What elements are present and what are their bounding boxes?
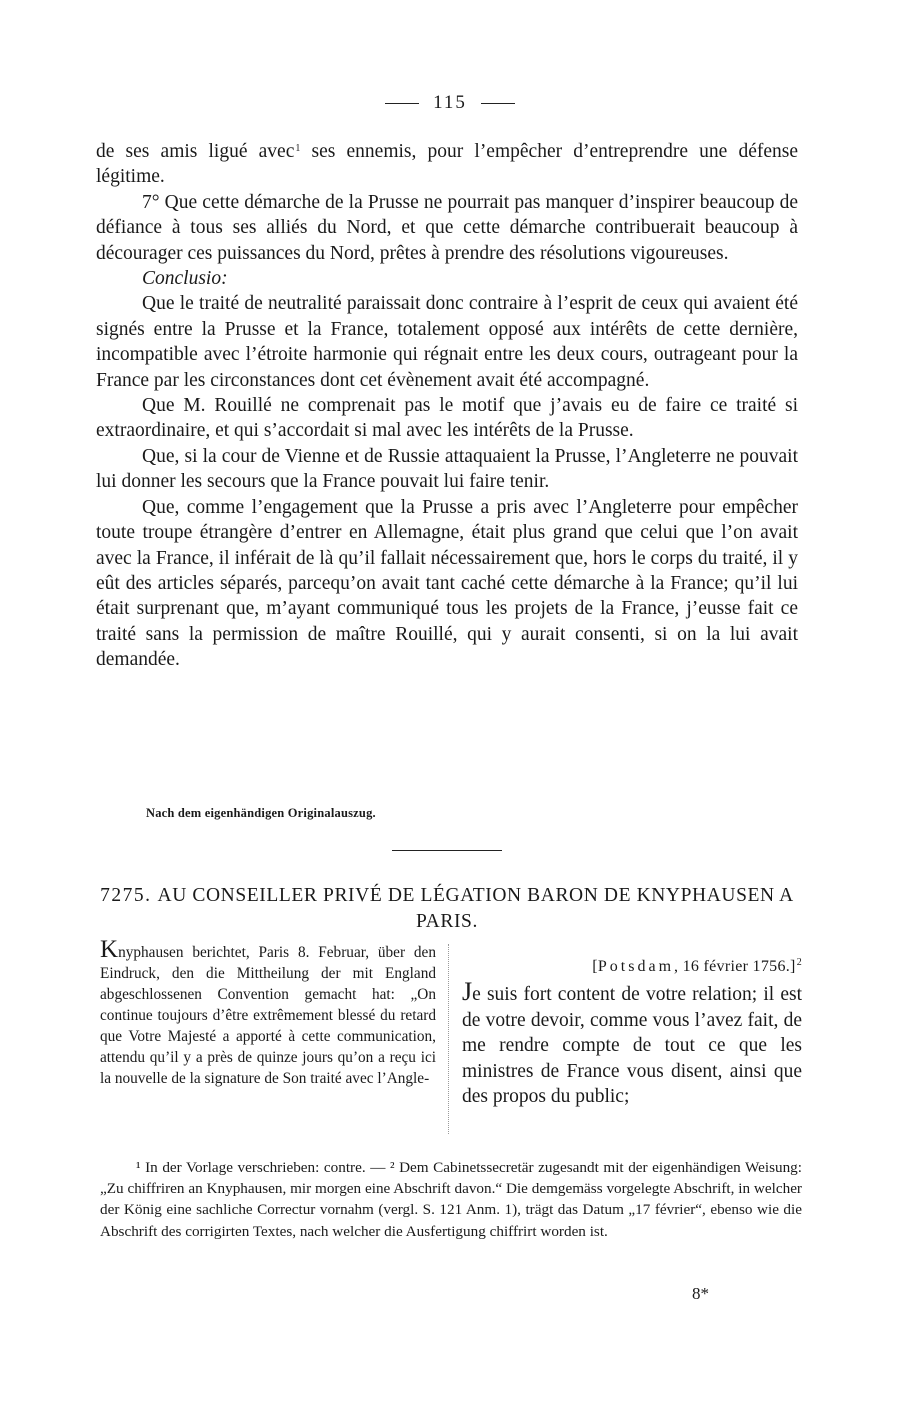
dateline: [Potsdam, 16 février 1756.]$^2$ bbox=[592, 957, 802, 975]
footnote-marker: 2 bbox=[796, 957, 802, 968]
section-divider-rule bbox=[392, 850, 502, 851]
footnote-marker: 1 bbox=[295, 143, 301, 154]
column-divider bbox=[448, 944, 449, 1134]
section-number: 7275. bbox=[100, 885, 152, 906]
paragraph-conclusio-2: Que M. Rouillé ne comprenait pas le motif que j’avais eu de faire ce traité si extraordinaire, et qui s’accordait si mal avec les intérêts de la Prusse. bbox=[96, 395, 798, 442]
letter-column bbox=[462, 950, 802, 1109]
dateline-place: Potsdam bbox=[597, 958, 675, 975]
summary-text: nyphausen berichtet, Paris 8. Februar, über den Eindruck, den die Mittheilung der mit England abgeschlossenen Convention gemacht hat: „On continue toujours d’être extrêmement blessé du retard que Votre Majesté a apporté à cette communication, attendu qu’il y a près de quinze jours qu’on a reçu ici la nouvelle de la signature de Son traité avec l’Angle- bbox=[100, 944, 436, 1087]
summary-column bbox=[100, 936, 436, 1089]
footnotes bbox=[100, 1157, 802, 1242]
source-note: Nach dem eigenhändigen Originalauszug. bbox=[146, 806, 376, 820]
main-body-text bbox=[96, 136, 798, 673]
page-number: 115 bbox=[433, 92, 467, 113]
paragraph-conclusio-3: Que, si la cour de Vienne et de Russie attaquaient la Prusse, l’Angleterre ne pouvait lui donner les secours que la France pouvait lui faire tenir. bbox=[96, 445, 798, 493]
footnote-text: ¹ In der Vorlage verschrieben: contre. — ² Dem Cabinetssecretär zugesandt mit der eigenhändigen Weisung: „Zu chiffriren an Knyphausen, mir morgen eine Abschrift davon.“ Die demgemäss vorgelegte Abschrift, in welcher der König eine sachliche Correctur vornahm (vergl. S. 121 Anm. 1), trägt das Datum „17 février“, ebenso wie die Abschrift des corrigirten Textes, nach welcher die Ausfertigung chiffrirt worden ist. bbox=[100, 1159, 802, 1240]
section-title: AU CONSEILLER PRIVÉ DE LÉGATION BARON DE KNYPHAUSEN A PARIS. bbox=[157, 885, 794, 932]
paragraph-conclusio-1: Que le traité de neutralité paraissait donc contraire à l’esprit de ceux qui avaient été signés entre la Prusse et la France, totalement opposé aux intérêts de cette dernière, incompatible avec l’étroite harmonie qui régnait entre les deux cours, outrageant pour la France par les circonstances dont cet évènement avait été accompagné. bbox=[96, 293, 798, 391]
paragraph-point-7: 7° Que cette démarche de la Prusse ne pourrait pas manquer d’inspirer beaucoup de défiance à tous ses alliés du Nord, et que cette démarche contribuerait beaucoup à décourager ces puissances du Nord, prêtes à prendre des résolutions vigoureuses. bbox=[96, 191, 798, 264]
paragraph-conclusio-4: Que, comme l’engagement que la Prusse a pris avec l’Angleterre pour empêcher toute troupe étrangère d’entrer en Allemagne, était plus grand que celui que l’on avait avec la France, il inférait de là qu’il fallait nécessairement que, hors le corps du traité, il y eût des articles séparés, parcequ’on avait tant caché cette démarche à la France; qu’il lui était surprenant que, m’ayant communiqué tous les projets de la France, j’eusse fait ce traité sans la permission de maître Rouillé, qui y aurait consenti, si on la lui avait demandée. bbox=[96, 496, 798, 671]
sheet-signature-mark: 8* bbox=[692, 1284, 709, 1303]
section-heading bbox=[96, 883, 798, 935]
head-dash-right bbox=[481, 103, 515, 104]
letter-initial: J bbox=[462, 977, 473, 1007]
running-head bbox=[0, 92, 900, 114]
letter-text: Je suis fort content de votre relation; il est de votre devoir, comme vous l’avez fait, de me rendre compte de tout ce que les ministres de France vous disent, ainsi que des propos du public; bbox=[462, 977, 802, 1108]
paragraph-continuation: de ses amis ligué avec$^1$ ses ennemis, pour l’empêcher d’entreprendre une défense légitime. bbox=[96, 141, 799, 188]
dateline-date: , 16 février 1756.] bbox=[674, 958, 796, 975]
summary-initial: K bbox=[100, 936, 119, 963]
head-dash-left bbox=[385, 103, 419, 104]
conclusio-heading: Conclusio: bbox=[142, 268, 228, 290]
